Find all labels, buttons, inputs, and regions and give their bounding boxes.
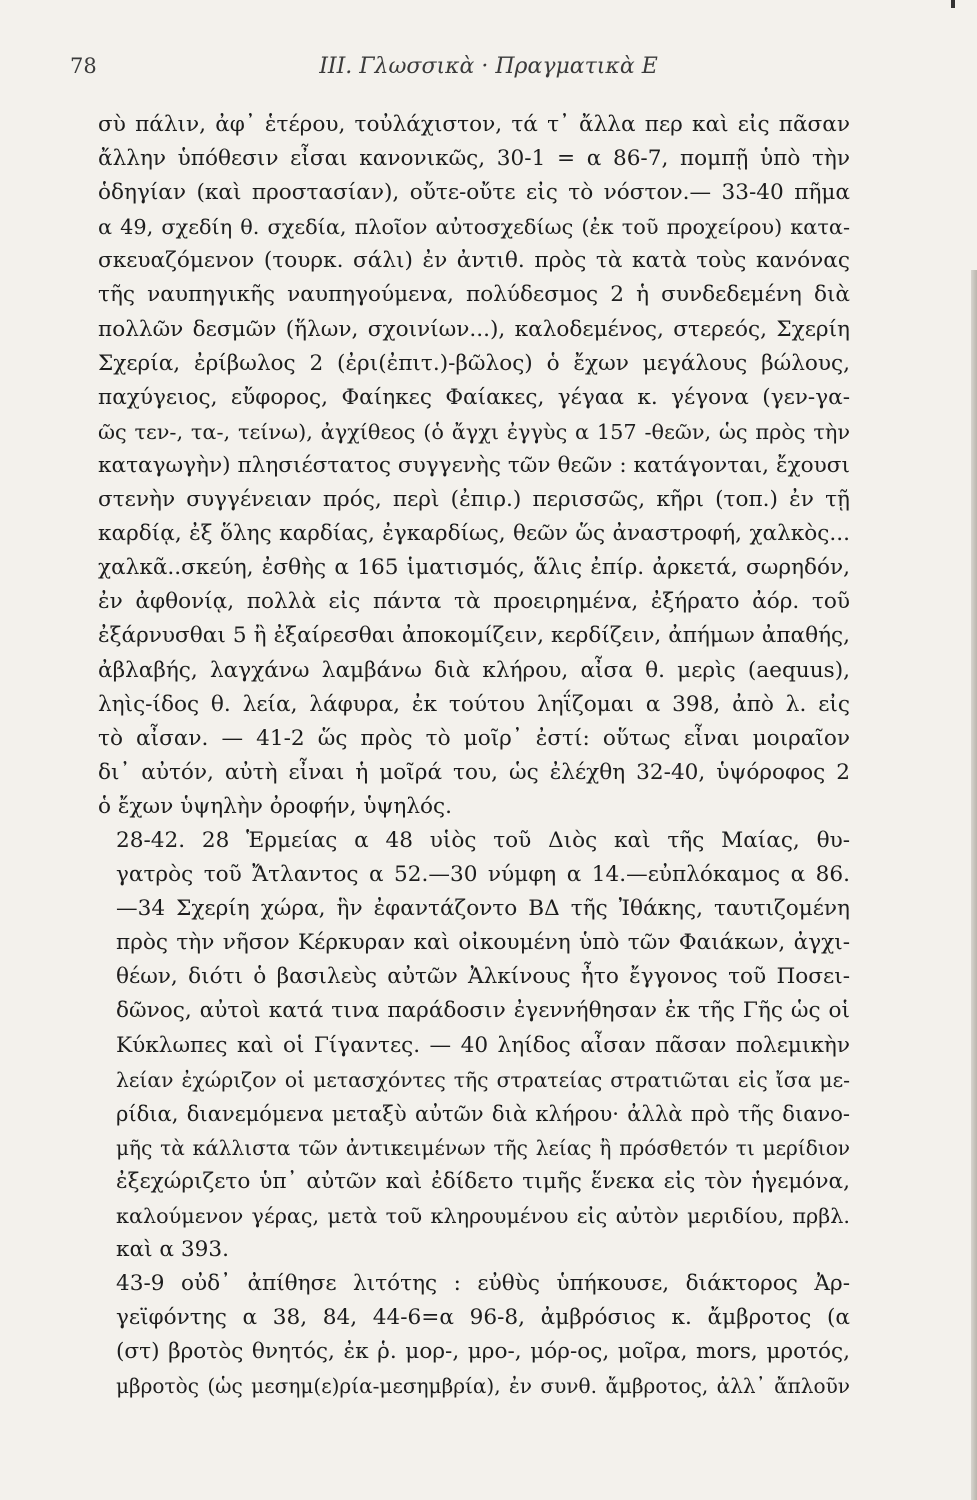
text-line: θέων, διότι ὁ βασιλεὺς αὐτῶν Ἀλκίνους ἦτο ἔγγονος τοῦ Ποσει- <box>116 964 850 990</box>
text-line: ῶς τεν-, τα-, τείνω), ἀγχίθεος (ὁ ἄγχι ἐγγὺς α 157 -θεῶν, ὡς πρὸς τὴν <box>98 419 850 444</box>
text-line: σκευαζόμενον (τουρκ. σάλι) ἐν ἀντιθ. πρὸς τὰ κατὰ τοὺς κανόνας <box>98 248 850 274</box>
text-line: Κύκλωπες καὶ οἱ Γίγαντες. — 40 ληίδος αἶσαν πᾶσαν πολεμικὴν <box>116 1032 850 1058</box>
margin-mark <box>951 0 955 8</box>
text-line: χαλκᾶ..σκεύη, ἐσθὴς α 165 ἱματισμός, ἅλις ἐπίρ. ἀρκετά, σωρηδόν, <box>98 555 850 581</box>
text-line: καὶ α 393. <box>116 1237 229 1263</box>
text-line: σὺ πάλιν, ἀφ᾽ ἑτέρου, τοὐλάχιστον, τά τ᾽ ἄλλα περ καὶ εἰς πᾶσαν <box>98 112 850 137</box>
text-line: γεϊφόντης α 38, 84, 44-6=α 96-8, ἀμβρόσιος κ. ἄμβροτος (α <box>116 1305 850 1331</box>
text-line: 43-9 οὐδ᾽ ἀπίθησε λιτότης : εὐθὺς ὑπήκουσε, διάκτορος Ἀρ- <box>116 1271 850 1297</box>
text-line: μβροτὸς (ὡς μεσημ(ε)ρία-μεσημβρία), ἐν συνθ. ἄμβροτος, ἀλλ᾽ ἄπλοῦν <box>116 1374 850 1399</box>
text-line: ἐν ἀφθονίᾳ, πολλὰ εἰς πάντα τὰ προειρημένα, ἐξήρατο ἀόρ. τοῦ <box>98 589 850 615</box>
page-number: 78 <box>70 54 97 78</box>
text-line: πολλῶν δεσμῶν (ἥλων, σχοινίων...), καλοδεμένος, στερεός, Σχερίη <box>98 316 850 342</box>
text-line: παχύγειος, εὔφορος, Φαίηκες Φαίακες, γέγαα κ. γέγονα (γεν-γα- <box>98 384 850 410</box>
text-line: ἄλλην ὑπόθεσιν εἶσαι κανονικῶς, 30-1 = α 86-7, πομπῇ ὑπὸ τὴν <box>98 146 850 172</box>
text-line: ὁ ἔχων ὑψηλὴν ὀροφήν, ὑψηλός. <box>98 793 452 819</box>
text-line: ὁδηγίαν (καὶ προστασίαν), οὔτε-οὔτε εἰς τὸ νόστον.— 33-40 πῆμα <box>98 180 850 206</box>
paragraph-3 <box>98 1267 850 1403</box>
text-line: πρὸς τὴν νῆσον Κέρκυραν καὶ οἰκουμένη ὑπὸ τῶν Φαιάκων, ἀγχι- <box>116 930 850 956</box>
text-line: λείαν ἐχώριζον οἱ μετασχόντες τῆς στρατείας στρατιῶται εἰς ἴσα με- <box>116 1067 850 1092</box>
text-line: ἐξάρνυσθαι 5 ἢ ἐξαίρεσθαι ἀποκομίζειν, κερδίζειν, ἀπήμων ἀπαθής, <box>98 623 850 649</box>
text-line: 28-42. 28 Ἑρμείας α 48 υἱὸς τοῦ Διὸς καὶ τῆς Μαίας, θυ- <box>116 827 850 853</box>
text-line: α 49, σχεδίη θ. σχεδία, πλοῖον αὐτοσχεδίως (ἐκ τοῦ προχείρου) κατα- <box>98 215 850 240</box>
text-line: —34 Σχερίη χώρα, ἣν ἐφαντάζοντο ΒΔ τῆς Ἰθάκης, ταυτιζομένη <box>116 896 850 922</box>
text-line: ληὶς-ίδος θ. λεία, λάφυρα, ἐκ τούτου ληΐζομαι α 398, ἀπὸ λ. εἰς <box>98 691 850 717</box>
text-line: καρδίᾳ, ἐξ ὅλης καρδίας, ἐγκαρδίως, θεῶν ὥς ἀναστροφή, χαλκὸς... <box>98 521 850 547</box>
text-line: καταγωγὴν) πλησιέστατος συγγενὴς τῶν θεῶν : κατάγονται, ἔχουσι <box>98 452 850 478</box>
commentary-text <box>98 108 850 1404</box>
text-line: καλούμενον γέρας, μετὰ τοῦ κληρουμένου εἰς αὐτὸν μεριδίου, πρβλ. <box>116 1204 850 1228</box>
paragraph-1 <box>98 108 850 824</box>
text-line: γατρὸς τοῦ Ἄτλαντος α 52.—30 νύμφη α 14.—εὐπλόκαμος α 86. <box>116 862 850 888</box>
text-line: δι᾽ αὐτόν, αὐτὴ εἶναι ἡ μοῖρά του, ὡς ἐλέχθη 32-40, ὑψόροφος 2 <box>98 759 850 785</box>
paragraph-2 <box>98 824 850 1267</box>
text-line: ρίδια, διανεμόμενα μεταξὺ αὐτῶν διὰ κλήρου· ἀλλὰ πρὸ τῆς διανο- <box>116 1100 850 1126</box>
text-line: μῆς τὰ κάλλιστα τῶν ἀντικειμένων τῆς λείας ἢ πρόσθετόν τι μερίδιον <box>116 1135 850 1160</box>
page-edge-shadow <box>971 270 977 1500</box>
text-line: ἀβλαβής, λαγχάνω λαμβάνω διὰ κλήρου, αἶσα θ. μερὶς (aequus), <box>98 657 850 683</box>
text-line: δῶνος, αὐτοὶ κατά τινα παράδοσιν ἐγεννήθησαν ἐκ τῆς Γῆς ὡς οἱ <box>116 998 850 1024</box>
text-line: τῆς ναυπηγικῆς ναυπηγούμενα, πολύδεσμος 2 ἡ συνδεδεμένη διὰ <box>98 282 850 308</box>
running-title: III. Γλωσσικὰ · Πραγματικὰ Ε <box>319 54 658 79</box>
text-line: στενὴν συγγένειαν πρός, περὶ (ἐπιρ.) περισσῶς, κῆρι (τοπ.) ἐν τῇ <box>98 487 850 513</box>
text-line: Σχερία, ἐρίβωλος 2 (ἐρι(ἐπιτ.)-βῶλος) ὁ ἔχων μεγάλους βώλους, <box>98 350 850 376</box>
text-line: (στ) βροτὸς θνητός, ἐκ ῥ. μορ-, μρο-, μόρ-ος, μοῖρα, mors, μροτός, <box>116 1339 850 1365</box>
text-line: ἐξεχώριζετο ὑπ᾽ αὐτῶν καὶ ἐδίδετο τιμῆς ἕνεκα εἰς τὸν ἡγεμόνα, <box>116 1168 850 1194</box>
text-line: τὸ αἶσαν. — 41-2 ὥς πρὸς τὸ μοῖρ᾽ ἐστί: οὕτως εἶναι μοιραῖον <box>98 725 850 751</box>
